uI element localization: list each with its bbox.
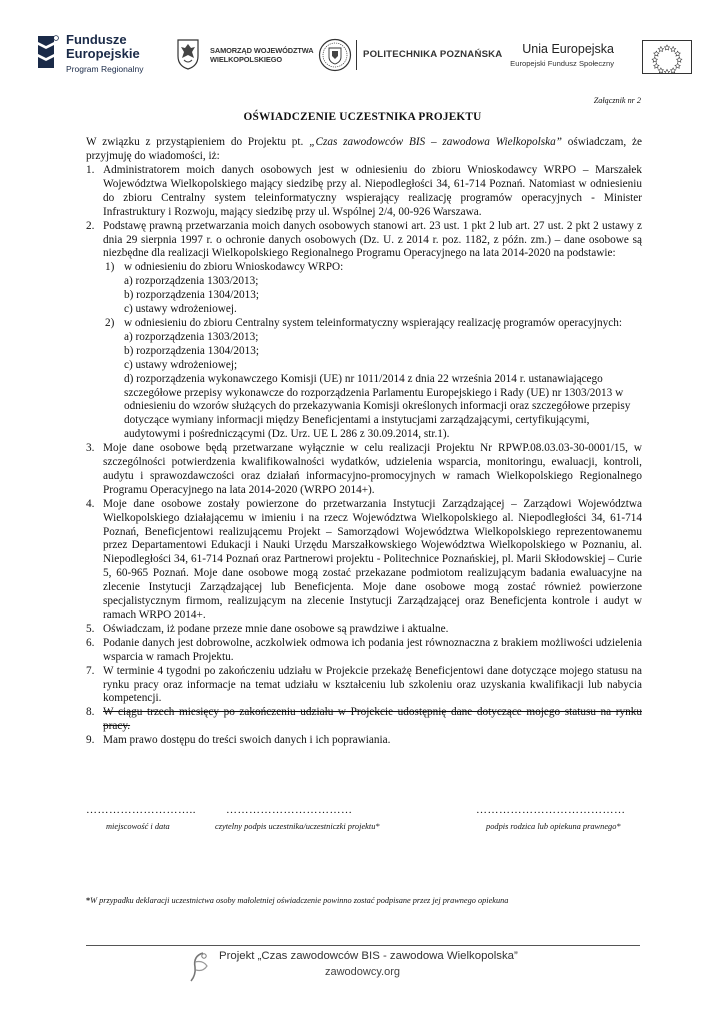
item-text: Administratorem moich danych osobowych jest w odniesieniu do zbioru Wnioskodawcy WRPO – Marszałek Województwa Wielkopolskiego mający siedzibę przy al. Niepodległości 34, 61-714 Poznań. Natomiast w odniesieniu do zbioru Centralny system teleinformatyczny wspierający realizację programów operacyjnych - Minister Infrastruktury i Rozwoju, mający siedzibę przy ul. Wspólnej 2/4, 00-926 Warszawa.	[103, 164, 642, 218]
sub-item-number: 1)	[105, 261, 115, 274]
participant-signature-field[interactable]: ……………………………	[226, 804, 353, 816]
footnote-text: W przypadku deklaracji uczestnictwa osoby małoletniej oświadczenie powinno zostać podpisane przez jej prawnego opiekuna	[90, 896, 509, 905]
list-item	[86, 623, 642, 637]
item-text: Oświadczam, iż podane przeze mnie dane osobowe są prawdziwe i aktualne.	[103, 622, 449, 635]
fe-line-3: Program Regionalny	[66, 64, 144, 74]
samorzad-wojewodztwa-logo	[176, 38, 314, 72]
item-text: Podanie danych jest dobrowolne, aczkolwiek odmowa ich podania jest równoznaczna z brakiem możliwości udzielenia wsparcia w ramach Projektu.	[103, 636, 642, 663]
sub-point: c) ustawy wdrożeniowej;	[124, 358, 238, 371]
item-number: 5.	[86, 622, 95, 635]
footer-project-title: Projekt „Czas zawodowców BIS - zawodowa Wielkopolska”	[219, 950, 518, 962]
statement-list	[86, 164, 642, 748]
footnote-star: *	[86, 896, 91, 905]
item-number: 3.	[86, 442, 95, 455]
list-item	[86, 637, 642, 665]
item-text: Mam prawo dostępu do treści swoich danych i ich poprawiania.	[103, 734, 391, 747]
fundusze-europejskie-icon	[34, 32, 60, 72]
item-text: W terminie 4 tygodni po zakończeniu udziału w Projekcie przekażę Beneficjentowi dane dotyczące mojego statusu na rynku pracy oraz informacje na temat udziału w kształceniu lub szkoleniu oraz uzyskania kwalifikacji lub nabycia kompetencji.	[103, 664, 642, 705]
eu-flag-icon	[642, 40, 692, 74]
sub-item	[103, 261, 642, 317]
ue-line-1: Unia Europejska	[522, 42, 614, 56]
list-item	[86, 220, 642, 443]
pp-name: POLITECHNIKA POZNAŃSKA	[363, 49, 503, 60]
footnote	[86, 896, 508, 905]
sub-item-text: w odniesieniu do zbioru Wnioskodawcy WRPO:	[124, 261, 344, 274]
list-item-struck	[86, 706, 642, 734]
ue-line-2: Europejski Fundusz Społeczny	[510, 59, 614, 68]
fundusze-europejskie-logo	[34, 30, 156, 78]
sub-point: a) rozporządzenia 1303/2013;	[124, 330, 259, 343]
item-text: Podstawę prawną przetwarzania moich danych osobowych stanowi art. 23 ust. 1 pkt 2 lub art. 27 ust. 2 pkt 2 ustawy z dnia 29 sierpnia 1997 r. o ochronie danych osobowych (Dz. U. z 2014 r. poz. 1182, z późn. zm.) – dane osobowe są niezbędne dla realizacji Wielkopolskiego Regionalnego Programu Operacyjnego na lata 2014-2020 na podstawie:	[103, 219, 642, 260]
participant-signature-caption: czytelny podpis uczestnika/uczestniczki projektu*	[215, 822, 380, 831]
list-item	[86, 498, 642, 623]
list-item	[86, 665, 642, 707]
university-seal-icon	[318, 38, 352, 72]
logo-divider	[356, 40, 357, 70]
sub-point: a) rozporządzenia 1303/2013;	[124, 275, 259, 288]
annex-label: Załącznik nr 2	[593, 96, 641, 105]
item-number: 2.	[86, 219, 95, 232]
fe-line-2: Europejskie	[66, 46, 140, 61]
place-date-caption: miejscowość i data	[106, 822, 170, 831]
intro-after: oświadczam, że przyjmuję do wiadomości, iż:	[86, 136, 642, 162]
document-title: OŚWIADCZENIE UCZESTNIKA PROJEKTU	[243, 111, 482, 123]
item-text: Moje dane osobowe zostały powierzone do przetwarzania Instytucji Zarządzającej – Zarządowi Województwa Wielkopolskiego działającemu w imieniu i na rzecz Województwa Wielkopolskiego al. Niepodległości 34, 61-714 Poznań, Beneficjentowi realizującemu Projekt – Samorządowi Województwa Wielkopolskiego reprezentowanemu przez Departamentowi Edukacji i Nauki Urzędu Marszałkowskiego Województwa Wielkopolskiego w Poznaniu, al. Niepodległości 34, 61-714 Poznań oraz Partnerowi projektu - Politechnice Poznańskiej, pl. Marii Skłodowskiej – Curie 5, 60-965 Poznań. Moje dane osobowe mogą zostać przekazane podmiotom realizującym badania ewaluacyjne na zlecenie Instytucji Zarządzającej lub Beneficjenta. Moje dane osobowe mogą zostać również powierzone specjalistycznym firmom, realizującym na zlecenie Instytucji Zarządzającej oraz Beneficjenta kontrole i audyt w ramach WRPO 2014+.	[103, 497, 642, 621]
item-text: Moje dane osobowe będą przetwarzane wyłącznie w celu realizacji Projektu Nr RPWP.08.03.03-30-0001/15, w szczególności potwierdzenia kwalifikowalności wydatków, udzielenia wsparcia, monitoringu, ewaluacji, kontroli, audytu i sprawozdawczości oraz działań informacyjno-promocyjnych w ramach Wielkopolskiego Regionalnego Programu Operacyjnego na lata 2014-2020 (WRPO 2014+).	[103, 442, 642, 496]
sub-item-number: 2)	[105, 316, 115, 329]
item-number: 9.	[86, 734, 95, 747]
item-number: 4.	[86, 497, 95, 510]
intro-before: W związku z przystąpieniem do Projektu pt.	[86, 136, 310, 148]
item-number: 8.	[86, 706, 95, 719]
list-item	[86, 442, 642, 498]
project-name: „Czas zawodowców BIS – zawodowa Wielkopolska”	[309, 136, 562, 148]
coat-of-arms-icon	[176, 38, 200, 70]
item-text: W ciągu trzech miesięcy po zakończeniu udziału w Projekcie udostępnię dane dotyczące mojego statusu na rynku pracy.	[103, 706, 642, 733]
sub-point: b) rozporządzenia 1304/2013;	[124, 344, 259, 357]
unia-europejska-logo	[512, 38, 692, 78]
guardian-signature-field[interactable]: …………………………………	[476, 804, 626, 816]
header-logos	[0, 0, 725, 90]
sw-line-1: SAMORZĄD WOJEWÓDZTWA	[210, 46, 314, 55]
footer-url[interactable]: zawodowcy.org	[325, 966, 400, 978]
list-item	[86, 734, 642, 748]
guardian-signature-caption: podpis rodzica lub opiekuna prawnego*	[486, 822, 621, 831]
sub-item	[103, 317, 642, 442]
intro-paragraph	[86, 136, 642, 164]
item-number: 6.	[86, 636, 95, 649]
list-item	[86, 164, 642, 220]
place-date-field[interactable]: ………………………..	[86, 804, 196, 816]
sub-point: d) rozporządzenia wykonawczego Komisji (UE) nr 1011/2014 z dnia 22 września 2014 r. ustanawiającego szczegółowe przepisy wykonawcze do rozporządzenia Parlamentu Europejskiego i Rady (UE) nr 1303/2013 w odniesieniu do wzorów służących do przekazywania Komisji określonych informacji oraz szczegółowe przepisy dotyczące wymiany informacji między Beneficjentami a instytucjami zarządzającymi, certyfikującymi, audytowymi i pośredniczącymi (Dz. Urz. UE L 286 z 30.09.2014, str.1).	[124, 372, 631, 441]
politechnika-poznanska-logo	[318, 38, 503, 72]
item-number: 7.	[86, 664, 95, 677]
sub-point: b) rozporządzenia 1304/2013;	[124, 289, 259, 302]
sub-point: c) ustawy wdrożeniowej.	[124, 303, 237, 316]
fe-line-1: Fundusze	[66, 32, 127, 47]
sw-line-2: WIELKOPOLSKIEGO	[210, 55, 282, 64]
sub-item-text: w odniesieniu do zbioru Centralny system teleinformatyczny wspierający realizację programów operacyjnych:	[124, 316, 622, 329]
item-number: 1.	[86, 164, 95, 176]
footer-divider	[86, 945, 640, 946]
